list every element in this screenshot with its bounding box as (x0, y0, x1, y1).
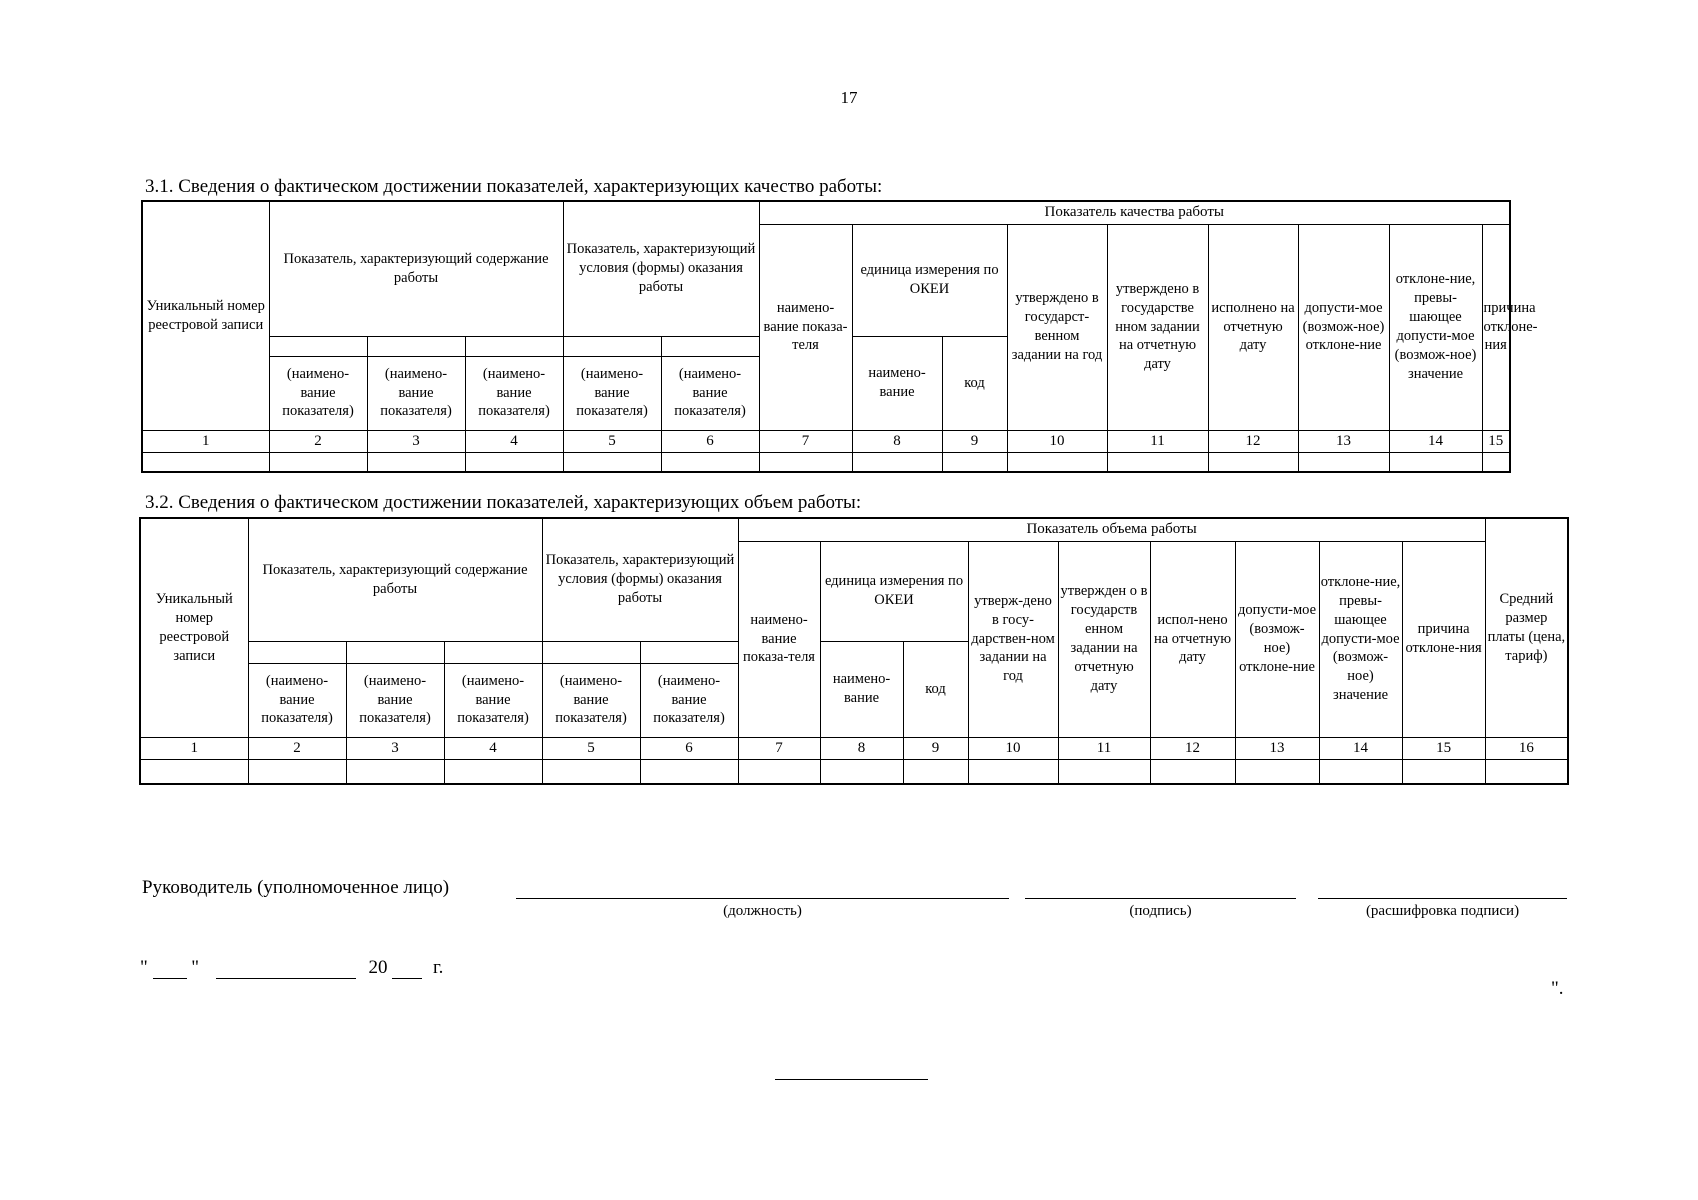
header-unit-code: код (903, 641, 968, 737)
data-cell[interactable] (1319, 760, 1402, 784)
column-number: 8 (852, 430, 942, 453)
data-cell[interactable] (820, 760, 903, 784)
data-cell[interactable] (465, 453, 563, 472)
data-cell[interactable] (1389, 453, 1482, 472)
signature-caption: (подпись) (1129, 903, 1192, 919)
data-cell[interactable] (1058, 760, 1150, 784)
date-quote-open: " (140, 957, 148, 978)
data-cell[interactable] (1235, 760, 1319, 784)
blank-cell (640, 641, 738, 663)
data-cell[interactable] (346, 760, 444, 784)
data-cell[interactable] (759, 453, 852, 472)
header-content-indicator: Показатель, характеризующий содержание работы (269, 201, 563, 336)
header-indicator-name-3: (наимено-вание показателя) (444, 663, 542, 737)
data-cell[interactable] (661, 453, 759, 472)
column-number: 16 (1485, 737, 1568, 760)
header-indicator-name-4: (наимено-вание показателя) (542, 663, 640, 737)
year-blank[interactable] (392, 960, 422, 979)
data-cell[interactable] (269, 453, 367, 472)
data-cell[interactable] (942, 453, 1007, 472)
column-number: 11 (1058, 737, 1150, 760)
column-number: 13 (1298, 430, 1389, 453)
data-cell[interactable] (1208, 453, 1298, 472)
closing-mark: ". (1551, 978, 1564, 999)
data-cell[interactable] (563, 453, 661, 472)
blank-cell (248, 641, 346, 663)
column-number: 10 (968, 737, 1058, 760)
section-3-1-title: 3.1. Сведения о фактическом достижении показателей, характеризующих качество работы: (145, 176, 883, 197)
column-number: 9 (903, 737, 968, 760)
blank-cell (444, 641, 542, 663)
column-number: 15 (1402, 737, 1485, 760)
data-cell[interactable] (968, 760, 1058, 784)
header-indicator-name: наимено-вание показа-теля (759, 224, 852, 430)
data-cell[interactable] (1402, 760, 1485, 784)
column-number: 15 (1482, 430, 1510, 453)
column-number: 2 (248, 737, 346, 760)
header-indicator-name-3: (наимено-вание показателя) (465, 356, 563, 430)
column-number: 12 (1150, 737, 1235, 760)
year-suffix: г. (433, 957, 444, 978)
column-number: 12 (1208, 430, 1298, 453)
data-cell[interactable] (140, 760, 248, 784)
data-cell[interactable] (852, 453, 942, 472)
signature-label: Руководитель (уполномоченное лицо) (142, 877, 450, 898)
year-prefix: 20 (368, 957, 388, 978)
header-deviation-reason: причина отклоне-ния (1482, 224, 1510, 430)
header-indicator-name-4: (наимено-вание показателя) (563, 356, 661, 430)
column-number: 8 (820, 737, 903, 760)
data-cell[interactable] (640, 760, 738, 784)
blank-cell (367, 336, 465, 356)
data-cell[interactable] (444, 760, 542, 784)
data-cell[interactable] (1007, 453, 1107, 472)
data-cell[interactable] (1150, 760, 1235, 784)
header-approved-state: утверждено в государст-венном задании на год (1007, 224, 1107, 430)
date-quote-close: " (191, 957, 200, 978)
column-number: 5 (542, 737, 640, 760)
header-approved-report: утверждено в государстве нном задании на отчетную дату (1107, 224, 1208, 430)
column-number: 1 (142, 430, 269, 453)
column-number: 9 (942, 430, 1007, 453)
header-indicator-name: наимено-вание показа-теля (738, 541, 820, 737)
position-caption: (должность) (723, 903, 802, 919)
column-number: 7 (759, 430, 852, 453)
header-conditions-indicator: Показатель, характеризующий условия (формы) оказания работы (542, 518, 738, 641)
column-number: 5 (563, 430, 661, 453)
column-number: 11 (1107, 430, 1208, 453)
header-executed: исполнено на отчетную дату (1208, 224, 1298, 430)
header-conditions-indicator: Показатель, характеризующий условия (формы) оказания работы (563, 201, 759, 336)
header-allowed-deviation: допусти-мое (возмож-ное) отклоне-ние (1298, 224, 1389, 430)
column-number: 14 (1319, 737, 1402, 760)
header-volume-indicator: Показатель объема работы (738, 518, 1485, 541)
column-number: 3 (367, 430, 465, 453)
position-line[interactable] (516, 898, 1009, 899)
date-line (140, 957, 443, 979)
header-approved-report: утвержден о в государств енном задании на отчетную дату (1058, 541, 1150, 737)
header-unit-code: код (942, 336, 1007, 430)
blank-cell (542, 641, 640, 663)
blank-cell (346, 641, 444, 663)
column-number: 6 (661, 430, 759, 453)
decode-caption: (расшифровка подписи) (1365, 903, 1520, 919)
header-indicator-name-1: (наимено-вание показателя) (248, 663, 346, 737)
blank-cell (661, 336, 759, 356)
header-unit-okei: единица измерения по ОКЕИ (852, 224, 1007, 336)
decode-line[interactable] (1318, 898, 1567, 899)
data-cell[interactable] (903, 760, 968, 784)
data-cell[interactable] (542, 760, 640, 784)
column-number: 4 (465, 430, 563, 453)
header-deviation-reason: причина отклоне-ния (1402, 541, 1485, 737)
header-exceeding-deviation: отклоне-ние, превы-шающее допусти-мое (возмож-ное) значение (1389, 224, 1482, 430)
data-cell[interactable] (367, 453, 465, 472)
header-executed: испол-нено на отчетную дату (1150, 541, 1235, 737)
month-blank[interactable] (216, 960, 356, 979)
data-cell[interactable] (248, 760, 346, 784)
header-unit-name: наимено-вание (820, 641, 903, 737)
header-approved-state: утверж-дено в госу-дарствен-ном задании на год (968, 541, 1058, 737)
column-number: 13 (1235, 737, 1319, 760)
header-unit-okei: единица измерения по ОКЕИ (820, 541, 968, 641)
quality-table (141, 200, 1538, 473)
signature-line[interactable] (1025, 898, 1296, 899)
header-indicator-name-2: (наимено-вание показателя) (367, 356, 465, 430)
footnote-separator (775, 1079, 928, 1080)
column-number: 14 (1389, 430, 1482, 453)
column-number: 3 (346, 737, 444, 760)
section-3-2-title: 3.2. Сведения о фактическом достижении показателей, характеризующих объем работы: (145, 492, 862, 513)
header-average-fee: Средний размер платы (цена, тариф) (1485, 518, 1568, 737)
header-exceeding-deviation: отклоне-ние, превы-шающее допусти-мое (возмож-ное) значение (1319, 541, 1402, 737)
blank-cell (465, 336, 563, 356)
column-number: 4 (444, 737, 542, 760)
column-number: 7 (738, 737, 820, 760)
data-cell[interactable] (1107, 453, 1208, 472)
header-content-indicator: Показатель, характеризующий содержание работы (248, 518, 542, 641)
header-indicator-name-1: (наимено-вание показателя) (269, 356, 367, 430)
column-number: 10 (1007, 430, 1107, 453)
blank-cell (563, 336, 661, 356)
header-indicator-name-2: (наимено-вание показателя) (346, 663, 444, 737)
header-unique-record: Уникальный номер реестровой записи (140, 518, 248, 737)
column-number: 1 (140, 737, 248, 760)
header-unit-name: наимено-вание (852, 336, 942, 430)
data-cell[interactable] (142, 453, 269, 472)
data-cell[interactable] (1485, 760, 1568, 784)
column-number: 2 (269, 430, 367, 453)
header-indicator-name-5: (наимено-вание показателя) (640, 663, 738, 737)
data-cell[interactable] (1298, 453, 1389, 472)
column-number: 6 (640, 737, 738, 760)
header-quality-indicator: Показатель качества работы (759, 201, 1510, 224)
data-cell[interactable] (1482, 453, 1510, 472)
blank-cell (269, 336, 367, 356)
header-indicator-name-5: (наимено-вание показателя) (661, 356, 759, 430)
header-unique-record: Уникальный номер реестровой записи (142, 201, 269, 430)
data-cell[interactable] (738, 760, 820, 784)
page-number: 17 (840, 88, 858, 107)
day-blank[interactable] (153, 960, 187, 979)
header-allowed-deviation: допусти-мое (возмож-ное) отклоне-ние (1235, 541, 1319, 737)
volume-table (139, 517, 1569, 785)
